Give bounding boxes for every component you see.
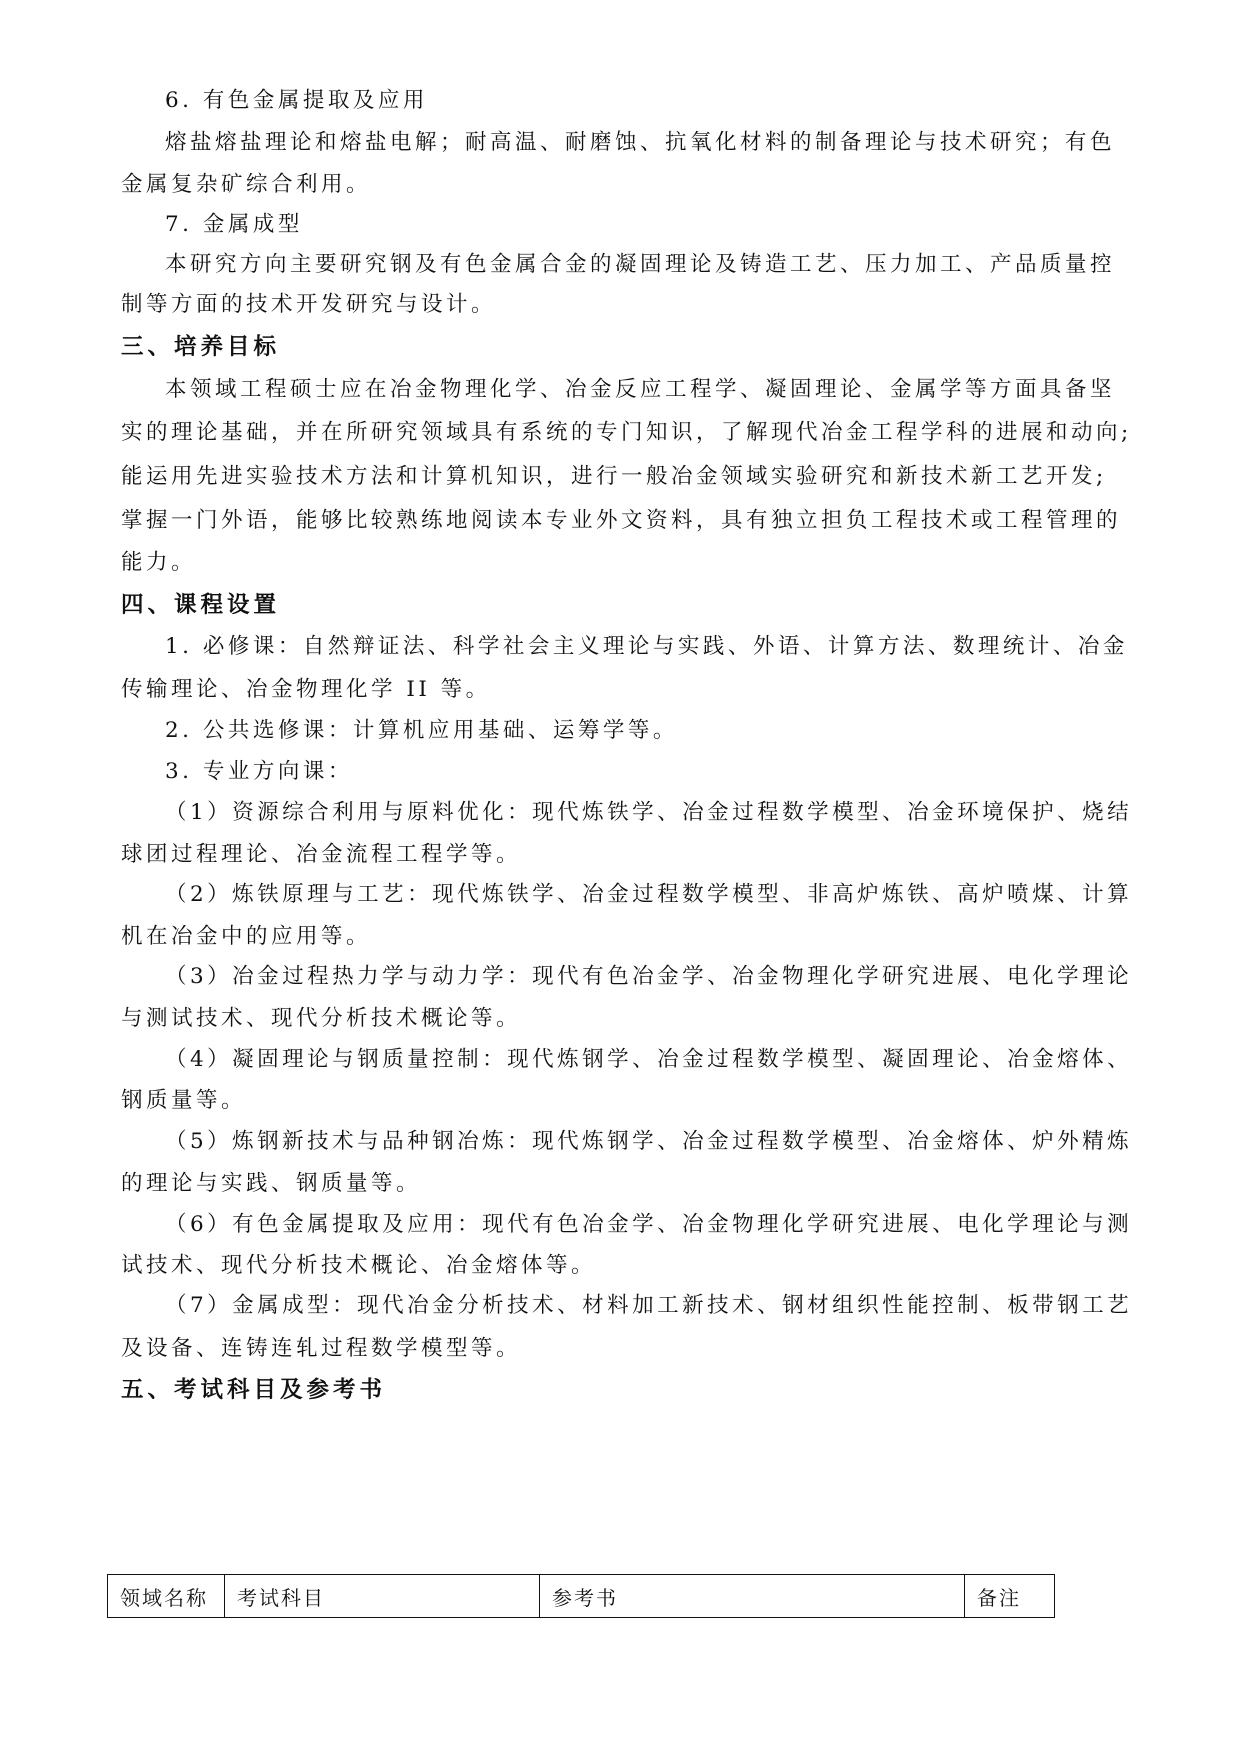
direction1-line1: （1）资源综合利用与原料优化：现代炼铁学、冶金过程数学模型、冶金环境保护、烧结: [165, 800, 1133, 825]
course3: 3. 专业方向课：: [165, 759, 353, 784]
sec3-line2: 实的理论基础，并在所研究领域具有系统的专门知识，了解现代冶金工程学科的进展和动向;: [121, 420, 1132, 445]
direction5-line2: 的理论与实践、钢质量等。: [121, 1171, 422, 1196]
sec3-line1: 本领域工程硕士应在冶金物理化学、冶金反应工程学、凝固理论、金属学等方面具备坚: [165, 377, 1116, 402]
item6-body-line2: 金属复杂矿综合利用。: [121, 172, 372, 197]
direction2-line1: （2）炼铁原理与工艺：现代炼铁学、冶金过程数学模型、非高炉炼铁、高炉喷煤、计算: [165, 882, 1133, 907]
item7-title: 7. 金属成型: [165, 212, 303, 237]
direction3-line1: （3）冶金过程热力学与动力学：现代有色冶金学、冶金物理化学研究进展、电化学理论: [165, 964, 1133, 989]
header-reference-book: 参考书: [540, 1575, 965, 1618]
direction3-line2: 与测试技术、现代分析技术概论等。: [121, 1006, 522, 1031]
section4-heading: 四、课程设置: [121, 592, 281, 618]
course1-line2: 传输理论、冶金物理化学 II 等。: [121, 677, 491, 702]
direction6-line1: （6）有色金属提取及应用：现代有色冶金学、冶金物理化学研究进展、电化学理论与测: [165, 1212, 1133, 1237]
sec3-line4: 掌握一门外语，能够比较熟练地阅读本专业外文资料，具有独立担负工程技术或工程管理的: [121, 508, 1122, 533]
item6-title: 6. 有色金属提取及应用: [165, 88, 428, 113]
header-exam-subject: 考试科目: [225, 1575, 540, 1618]
direction5-line1: （5）炼钢新技术与品种钢冶炼：现代炼钢学、冶金过程数学模型、冶金熔体、炉外精炼: [165, 1129, 1133, 1154]
item6-body-line1: 熔盐熔盐理论和熔盐电解；耐高温、耐磨蚀、抗氧化材料的制备理论与技术研究；有色: [165, 130, 1116, 155]
section3-heading: 三、培养目标: [121, 334, 281, 360]
course2: 2. 公共选修课：计算机应用基础、运筹学等。: [165, 718, 678, 743]
section5-heading: 五、考试科目及参考书: [121, 1377, 387, 1403]
direction2-line2: 机在冶金中的应用等。: [121, 924, 372, 949]
direction7-line2: 及设备、连铸连轧过程数学模型等。: [121, 1336, 522, 1361]
direction4-line1: （4）凝固理论与钢质量控制：现代炼钢学、冶金过程数学模型、凝固理论、冶金熔体、: [165, 1047, 1133, 1072]
sec3-line5: 能力。: [121, 550, 197, 575]
table-header-row: [108, 1575, 1055, 1618]
direction7-line1: （7）金属成型：现代冶金分析技术、材料加工新技术、钢材组织性能控制、板带钢工艺: [165, 1293, 1133, 1318]
header-remarks: 备注: [965, 1575, 1055, 1618]
direction4-line2: 钢质量等。: [121, 1088, 247, 1113]
direction6-line2: 试技术、现代分析技术概论、冶金熔体等。: [121, 1253, 597, 1278]
exam-reference-table: [107, 1574, 1055, 1618]
header-field-name: 领域名称: [108, 1575, 225, 1618]
direction1-line2: 球团过程理论、冶金流程工程学等。: [121, 842, 522, 867]
item7-body-line1: 本研究方向主要研究钢及有色金属合金的凝固理论及铸造工艺、压力加工、产品质量控: [165, 252, 1116, 277]
item7-body-line2: 制等方面的技术开发研究与设计。: [121, 292, 497, 317]
sec3-line3: 能运用先进实验技术方法和计算机知识，进行一般冶金领域实验研究和新技术新工艺开发;: [121, 464, 1107, 489]
course1-line1: 1. 必修课：自然辩证法、科学社会主义理论与实践、外语、计算方法、数理统计、冶金: [165, 634, 1128, 659]
